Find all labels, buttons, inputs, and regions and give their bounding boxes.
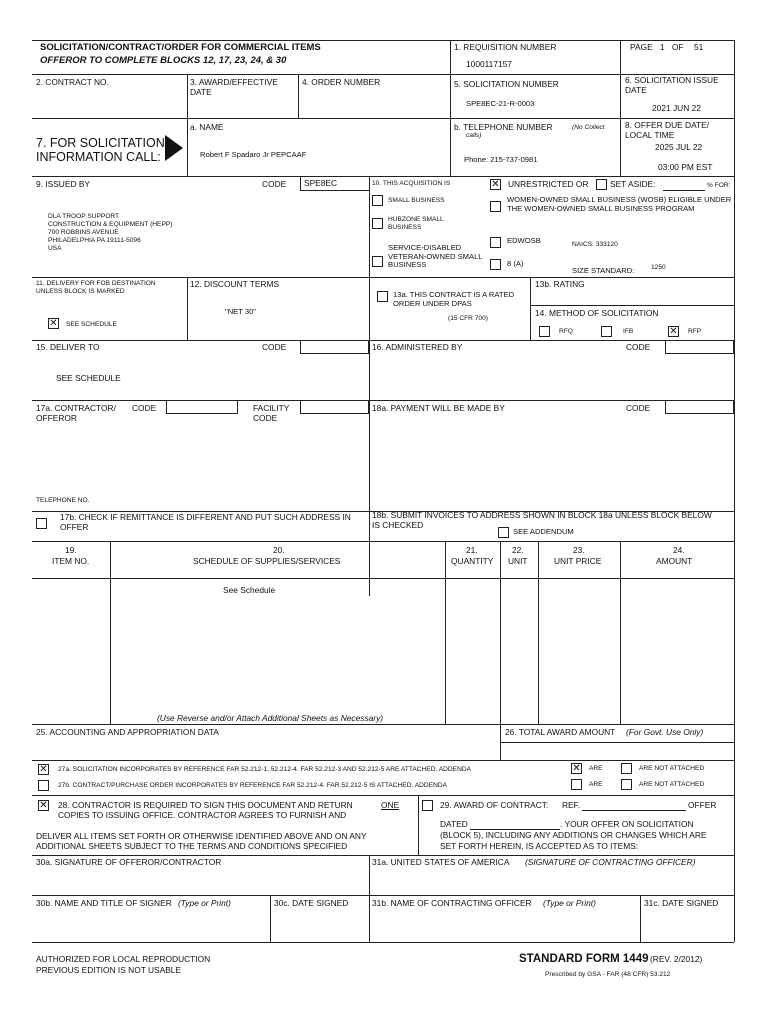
- unrestricted-label: UNRESTRICTED OR: [508, 179, 589, 189]
- form-subtitle: OFFEROR TO COMPLETE BLOCKS 12, 17, 23, 24, & 30: [40, 55, 287, 66]
- clause-27a-are-not-checkbox[interactable]: [621, 763, 632, 774]
- block28-text-1: 28. CONTRACTOR IS REQUIRED TO SIGN THIS DOCUMENT AND RETURN: [58, 800, 353, 810]
- award-ref-blank[interactable]: [582, 810, 686, 811]
- hubzone-checkbox[interactable]: [372, 218, 383, 229]
- accounting-label: 25. ACCOUNTING AND APPROPRIATION DATA: [36, 727, 219, 737]
- award-your-offer: . YOUR OFFER ON SOLICITATION: [560, 819, 694, 829]
- issued-by-label: 9. ISSUED BY: [36, 179, 90, 189]
- phone-value: Phone: 215-737-0981: [464, 155, 538, 164]
- signer-name-label: 30b. NAME AND TITLE OF SIGNER: [36, 898, 172, 908]
- payment-code-label: CODE: [626, 403, 651, 413]
- payment-label: 18a. PAYMENT WILL BE MADE BY: [372, 403, 505, 413]
- invoice-label: 18b. SUBMIT INVOICES TO ADDRESS SHOWN IN BLOCK 18a UNLESS BLOCK BELOW IS CHECKED: [372, 510, 712, 530]
- col20-number: 20.: [273, 545, 285, 555]
- signature-officer-field[interactable]: [371, 868, 733, 894]
- deliver-to-code-label: CODE: [262, 342, 287, 352]
- col21-header: QUANTITY: [451, 556, 494, 566]
- wosb-label: WOMEN-OWNED SMALL BUSINESS (WOSB) ELIGIBLE UNDER THE WOMEN-OWNED SMALL BUSINESS PROGRAM: [507, 195, 732, 213]
- order-no-label: 4. ORDER NUMBER: [302, 77, 381, 87]
- clause-27a-text: 27a. SOLICITATION INCORPORATES BY REFERENCE FAR 52.212-1, 52.212-4. FAR 52.212-3 AND 52.212-5 ARE ATTACHED. ADDENDA: [58, 766, 471, 773]
- remittance-checkbox[interactable]: [36, 518, 47, 529]
- unrestricted-checkbox[interactable]: [490, 179, 501, 190]
- page-number: 1: [660, 42, 665, 52]
- name-value: Robert F Spadaro Jr PEPCAAF: [200, 150, 307, 159]
- sdvosb-checkbox[interactable]: [372, 256, 383, 267]
- solicitation-info-label: 7. FOR SOLICITATION INFORMATION CALL:: [36, 136, 165, 165]
- col24-number: 24.: [673, 545, 685, 555]
- clause-27b-are-not-checkbox[interactable]: [621, 779, 632, 790]
- signature-offeror-label: 30a. SIGNATURE OF OFFEROR/CONTRACTOR: [36, 857, 222, 867]
- set-aside-label: SET ASIDE:: [610, 179, 656, 189]
- acquisition-label: 10. THIS ACQUISITION IS: [372, 180, 451, 187]
- edwosb-label: EDWOSB: [507, 236, 541, 245]
- phone-note: (No Collect calls): [466, 124, 605, 139]
- issued-by-code-value: SPE8EC: [304, 178, 338, 188]
- issued-by-address-4: PHILADELPHIA PA 19111-5096: [48, 237, 141, 244]
- award-label: 29. AWARD OF CONTRACT:: [440, 800, 549, 810]
- officer-name-label: 31b. NAME OF CONTRACTING OFFICER: [372, 898, 532, 908]
- block28-checkbox[interactable]: [38, 800, 49, 811]
- footer-form-rev: (REV. 2/2012): [650, 954, 703, 964]
- total-award-note: (For Govt. Use Only): [626, 727, 704, 737]
- page-label: PAGE: [630, 42, 653, 52]
- col20-header: SCHEDULE OF SUPPLIES/SERVICES: [193, 556, 341, 566]
- issue-date-label: 6. SOLICITATION ISSUE DATE: [625, 75, 719, 95]
- see-schedule-label: SEE SCHEDULE: [66, 321, 117, 328]
- eight-a-label: 8 (A): [507, 259, 524, 268]
- clause-27a-are: ARE: [589, 765, 603, 772]
- small-business-checkbox[interactable]: [372, 195, 383, 206]
- discount-label: 12. DISCOUNT TERMS: [190, 279, 280, 289]
- ifb-label: IFB: [623, 328, 634, 335]
- clause-27a-checkbox[interactable]: [38, 764, 49, 775]
- issued-by-address-3: 700 ROBBINS AVENUE: [48, 229, 119, 236]
- eight-a-checkbox[interactable]: [490, 259, 501, 270]
- form-title: SOLICITATION/CONTRACT/ORDER FOR COMMERCIAL ITEMS: [40, 42, 321, 53]
- clause-27b-are-not: ARE NOT ATTACHED: [639, 781, 705, 788]
- date-signed-30c: 30c. DATE SIGNED: [274, 898, 349, 908]
- phone-label: b. TELEPHONE NUMBER: [454, 122, 553, 132]
- signature-offeror-field[interactable]: [33, 868, 368, 894]
- see-schedule-checkbox[interactable]: [48, 318, 59, 329]
- solicitation-no-label: 5. SOLICITATION NUMBER: [454, 79, 559, 89]
- contractor-label: 17a. CONTRACTOR/ OFFEROR: [36, 403, 116, 423]
- arrow-icon: [165, 135, 183, 161]
- deliver-to-value: SEE SCHEDULE: [56, 373, 121, 383]
- footer-prescribed: Prescribed by GSA - FAR (48 CFR) 53.212: [545, 971, 671, 978]
- telephone-label: TELEPHONE NO.: [36, 497, 90, 504]
- hubzone-label: HUBZONE SMALL BUSINESS: [388, 216, 444, 231]
- rating-label: 13b. RATING: [535, 279, 585, 289]
- rfq-checkbox[interactable]: [539, 326, 550, 337]
- wosb-checkbox[interactable]: [490, 201, 501, 212]
- delivery-label: 11. DELIVERY FOR FOB DESTINATION UNLESS BLOCK IS MARKED: [36, 280, 156, 295]
- issued-by-address-5: USA: [48, 245, 62, 252]
- method-label: 14. METHOD OF SOLICITATION: [535, 308, 659, 318]
- rfp-checkbox[interactable]: [668, 326, 679, 337]
- requisition-label: 1. REQUISITION NUMBER: [454, 42, 557, 52]
- award-set-forth: SET FORTH HEREIN, IS ACCEPTED AS TO ITEMS:: [440, 841, 639, 851]
- administered-by-label: 16. ADMINISTERED BY: [372, 342, 463, 352]
- page-total: 51: [694, 42, 704, 52]
- solicitation-no-value: SPE8EC-21-R-0003: [466, 99, 535, 108]
- size-standard-label: SIZE STANDARD:: [572, 266, 635, 275]
- award-offer: OFFER: [688, 800, 717, 810]
- award-dated: DATED: [440, 819, 468, 829]
- schedule-content: See Schedule: [223, 585, 276, 595]
- officer-name-note: (Type or Print): [543, 898, 596, 908]
- footer-form-name: STANDARD FORM 1449: [519, 953, 649, 965]
- footer-reproduction: AUTHORIZED FOR LOCAL REPRODUCTION: [36, 954, 211, 964]
- schedule-footnote: (Use Reverse and/or Attach Additional Sheets as Necessary): [157, 713, 384, 723]
- discount-value: "NET 30": [225, 307, 256, 316]
- remittance-label: 17b. CHECK IF REMITTANCE IS DIFFERENT AND PUT SUCH ADDRESS IN OFFER: [60, 512, 351, 532]
- clause-27a-are-not: ARE NOT ATTACHED: [639, 765, 705, 772]
- block28-text-4: ADDITIONAL SHEETS SUBJECT TO THE TERMS AND CONDITIONS SPECIFIED: [36, 841, 348, 851]
- col22-header: UNIT: [508, 556, 528, 566]
- clause-27a-are-checkbox[interactable]: [571, 763, 582, 774]
- clause-27b-checkbox[interactable]: [38, 780, 49, 791]
- page-of: OF: [672, 42, 684, 52]
- set-aside-checkbox[interactable]: [596, 179, 607, 190]
- block28-text-3: DELIVER ALL ITEMS SET FORTH OR OTHERWISE IDENTIFIED ABOVE AND ON ANY: [36, 831, 367, 841]
- edwosb-checkbox[interactable]: [490, 237, 501, 248]
- offer-due-date: 2025 JUL 22: [655, 142, 703, 152]
- pct-for-label: % FOR:: [707, 182, 731, 189]
- date-signed-31c: 31c. DATE SIGNED: [644, 898, 719, 908]
- offer-due-label: 8. OFFER DUE DATE/ LOCAL TIME: [625, 120, 710, 140]
- col22-number: 22.: [512, 545, 524, 555]
- block28-copies: ONE: [381, 800, 400, 810]
- clause-27b-are: ARE: [589, 781, 603, 788]
- award-checkbox[interactable]: [422, 800, 433, 811]
- see-addendum-checkbox[interactable]: [498, 527, 509, 538]
- deliver-to-label: 15. DELIVER TO: [36, 342, 100, 352]
- issued-by-address-1: DLA TROOP SUPPORT: [48, 213, 120, 220]
- contract-no-label: 2. CONTRACT NO.: [36, 77, 109, 87]
- size-standard-value: 1250: [651, 264, 666, 271]
- naics-label: NAICS: 333120: [572, 241, 618, 248]
- rated-order-label: 13a. THIS CONTRACT IS A RATED ORDER UNDER DPAS: [393, 290, 515, 308]
- col19-header: ITEM NO.: [52, 556, 90, 566]
- total-award-label: 26. TOTAL AWARD AMOUNT: [505, 727, 616, 737]
- issued-by-address-2: CONSTRUCTION & EQUIPMENT (HEPP): [48, 221, 173, 228]
- ifb-checkbox[interactable]: [601, 326, 612, 337]
- signature-usa-label: 31a. UNITED STATES OF AMERICA: [372, 857, 510, 867]
- administered-code-label: CODE: [626, 342, 651, 352]
- signature-usa-note: (SIGNATURE OF CONTRACTING OFFICER): [525, 857, 696, 867]
- rated-order-checkbox[interactable]: [377, 291, 388, 302]
- rfq-label: RFQ: [559, 328, 573, 335]
- block28-text-2: COPIES TO ISSUING OFFICE. CONTRACTOR AGREES TO FURNISH AND: [58, 810, 347, 820]
- award-ref: REF.: [562, 800, 581, 810]
- sdvosb-label: SERVICE-DISABLED VETERAN-OWNED SMALL BUSINESS: [388, 243, 483, 270]
- clause-27b-are-checkbox[interactable]: [571, 779, 582, 790]
- issue-date-value: 2021 JUN 22: [652, 103, 701, 113]
- name-label: a. NAME: [190, 122, 224, 132]
- clause-27b-text: 27b. CONTRACT/PURCHASE ORDER INCORPORATES BY REFERENCE FAR 52.212-4. FAR 52.212-5 IS ATTACHED. ADDENDA: [58, 782, 448, 789]
- see-addendum-label: SEE ADDENDUM: [513, 527, 574, 536]
- contractor-code-label: CODE: [132, 403, 157, 413]
- col24-header: AMOUNT: [656, 556, 693, 566]
- col23-number: 23.: [573, 545, 585, 555]
- requisition-value: 1000117157: [466, 59, 512, 69]
- award-block5: (BLOCK 5), INCLUDING ANY ADDITIONS OR CHANGES WHICH ARE: [440, 830, 707, 840]
- rated-order-cfr: (15 CFR 700): [448, 315, 488, 322]
- rfp-label: RFP: [688, 328, 702, 335]
- signer-name-note: (Type or Print): [178, 898, 231, 908]
- col19-number: 19.: [65, 545, 77, 555]
- offer-due-time: 03:00 PM EST: [658, 162, 713, 172]
- small-business-label: SMALL BUSINESS: [388, 197, 445, 204]
- footer-previous-edition: PREVIOUS EDITION IS NOT USABLE: [36, 965, 182, 975]
- facility-code-label: FACILITY CODE: [253, 403, 290, 423]
- award-date-label: 3. AWARD/EFFECTIVE DATE: [190, 77, 278, 97]
- col21-number: 21.: [466, 545, 478, 555]
- set-aside-blank[interactable]: [663, 190, 705, 191]
- col23-header: UNIT PRICE: [554, 556, 602, 566]
- issued-by-code-label: CODE: [262, 179, 287, 189]
